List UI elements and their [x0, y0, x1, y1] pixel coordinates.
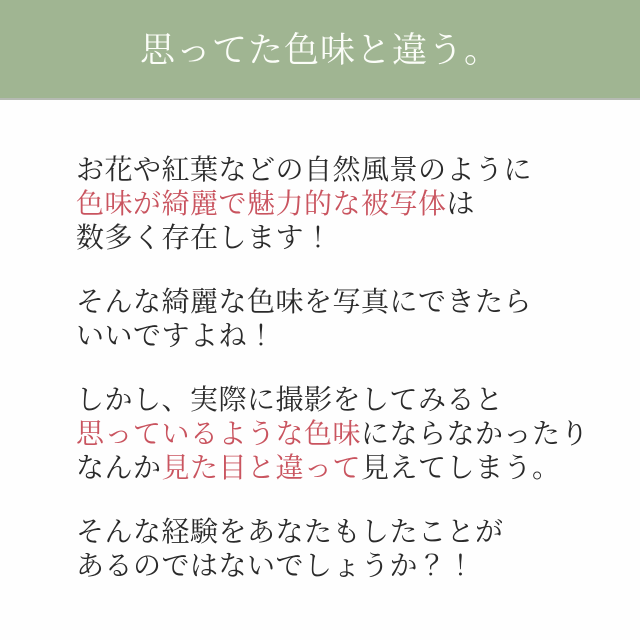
accent-text-segment: 色味が綺麗で魅力的な被写体	[76, 187, 447, 220]
text-segment: なんか	[76, 451, 162, 484]
text-segment: は	[446, 187, 476, 220]
text-segment: そんな経験をあなたもしたことが	[76, 515, 504, 548]
text-segment: しかし、実際に撮影をしてみると	[76, 383, 504, 416]
text-segment: お花や紅葉などの自然風景のように	[76, 153, 533, 186]
accent-text-segment: 見た目と違って	[161, 451, 362, 484]
paragraph	[76, 285, 610, 353]
body-text	[0, 100, 640, 613]
text-segment: いいですよね！	[76, 319, 276, 352]
header-banner	[0, 0, 640, 100]
paragraph	[76, 153, 610, 255]
text-segment: あるのではないでしょうか？！	[76, 549, 476, 582]
accent-text-segment: 思っているような色味	[76, 417, 362, 450]
paragraph	[76, 515, 610, 583]
text-segment: にならなかったり	[361, 417, 590, 450]
page-title: 思ってた色味と違う。	[139, 30, 500, 71]
text-segment: 見えてしまう。	[361, 451, 561, 484]
text-segment: そんな綺麗な色味を写真にできたら	[76, 285, 533, 318]
paragraph	[76, 383, 610, 485]
text-segment: 数多く存在します！	[76, 221, 333, 254]
